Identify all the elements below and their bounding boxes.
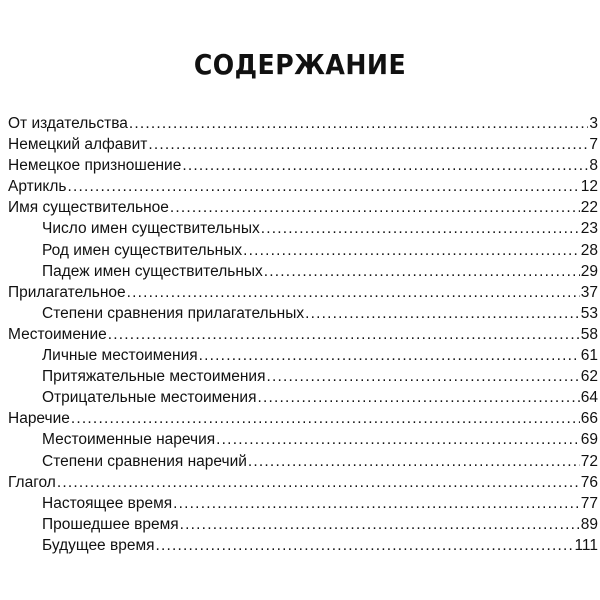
dot-leader <box>156 535 574 556</box>
toc-entry-label: От издательства <box>8 115 128 132</box>
toc-entry <box>8 472 598 493</box>
toc-entry-page: 7 <box>589 136 598 154</box>
dot-leader <box>261 218 580 239</box>
toc-entry-page: 111 <box>574 536 598 554</box>
toc-entry-page: 76 <box>580 473 598 491</box>
dot-leader <box>57 472 580 493</box>
dot-leader <box>170 197 580 218</box>
toc-entry <box>8 134 598 155</box>
toc-entry-page: 53 <box>580 304 598 322</box>
toc-entry-page: 62 <box>580 368 598 386</box>
toc-subentry <box>8 218 598 239</box>
toc-entry-page: 64 <box>580 389 598 407</box>
toc-entry <box>8 155 598 176</box>
toc-entry-label: Имя существительное <box>8 199 169 217</box>
toc-entry-page: 29 <box>580 262 598 280</box>
toc-entry-label: Степени сравнения наречий <box>42 452 247 470</box>
toc-entry-page: 28 <box>580 241 598 259</box>
dot-leader <box>216 429 580 450</box>
toc-entry-label: Род имен существительных <box>42 241 243 259</box>
toc-entry-label: Наречие <box>8 410 70 428</box>
dot-leader <box>148 134 588 155</box>
dot-leader <box>182 155 588 176</box>
dot-leader <box>243 240 580 261</box>
dot-leader <box>108 324 580 345</box>
toc-entry-label: Немецкий алфавит <box>8 136 148 154</box>
toc-entry-page: 72 <box>580 452 598 470</box>
toc-subentry <box>8 387 598 408</box>
dot-leader <box>71 408 580 429</box>
toc-entry <box>8 324 598 345</box>
toc-entry-page: 58 <box>580 325 598 343</box>
dot-leader <box>305 303 580 324</box>
page-title: СОДЕРЖАНИЕ <box>193 48 407 81</box>
toc-subentry <box>8 303 598 324</box>
toc-entry-label: Отрицательные местоимения <box>42 389 257 407</box>
toc-entry-label: Немецкое призношение <box>8 157 182 175</box>
dot-leader <box>264 261 580 282</box>
toc-entry-page: 23 <box>580 220 598 238</box>
toc-entry-label: Прошедшее время <box>42 515 179 533</box>
toc-subentry <box>8 535 598 556</box>
toc-entry-label: Местоименные наречия <box>42 431 216 449</box>
toc-subentry <box>8 366 598 387</box>
toc-subentry <box>8 429 598 450</box>
toc-entry <box>8 176 598 197</box>
toc-entry-label: Глагол <box>8 473 56 491</box>
dot-leader <box>199 345 580 366</box>
dot-leader <box>67 176 579 197</box>
toc-entry-label: Притяжательные местоимения <box>42 368 266 386</box>
dot-leader <box>127 282 580 303</box>
toc-entry-label: Местоимение <box>8 325 107 343</box>
toc-entry-page: 8 <box>589 157 598 175</box>
toc-entry <box>8 282 598 303</box>
toc-entry-label: Будущее время <box>42 536 155 554</box>
toc-entry-label: Настоящее время <box>42 494 173 512</box>
toc-entry-label: Степени сравнения прилагательных <box>42 304 305 322</box>
toc-subentry <box>8 261 598 282</box>
toc-entry-label: Падеж имен существительных <box>42 262 263 280</box>
dot-leader <box>180 514 580 535</box>
toc-entry-page: 12 <box>580 178 598 196</box>
toc-entry <box>8 113 598 134</box>
toc-entry-label: Прилагательное <box>8 283 126 301</box>
toc-entry-page: 77 <box>580 494 598 512</box>
toc-entry <box>8 197 598 218</box>
toc-subentry <box>8 493 598 514</box>
toc-entry-page: 89 <box>580 515 598 533</box>
dot-leader <box>129 113 588 134</box>
dot-leader <box>173 493 580 514</box>
toc-subentry <box>8 345 598 366</box>
toc-entry-page: 66 <box>580 410 598 428</box>
toc-entry <box>8 408 598 429</box>
toc-entry-label: Личные местоимения <box>42 347 198 365</box>
dot-leader <box>266 366 579 387</box>
toc-entry-page: 69 <box>580 431 598 449</box>
toc-entry-label: Артикль <box>8 178 67 196</box>
toc-subentry <box>8 514 598 535</box>
toc-entry-label: Число имен существительных <box>42 220 260 238</box>
dot-leader <box>258 387 580 408</box>
dot-leader <box>248 451 580 472</box>
toc-subentry <box>8 240 598 261</box>
table-of-contents <box>8 113 598 556</box>
toc-subentry <box>8 451 598 472</box>
toc-entry-page: 37 <box>580 283 598 301</box>
toc-entry-page: 3 <box>589 115 598 132</box>
toc-entry-page: 61 <box>580 347 598 365</box>
toc-entry-page: 22 <box>580 199 598 217</box>
